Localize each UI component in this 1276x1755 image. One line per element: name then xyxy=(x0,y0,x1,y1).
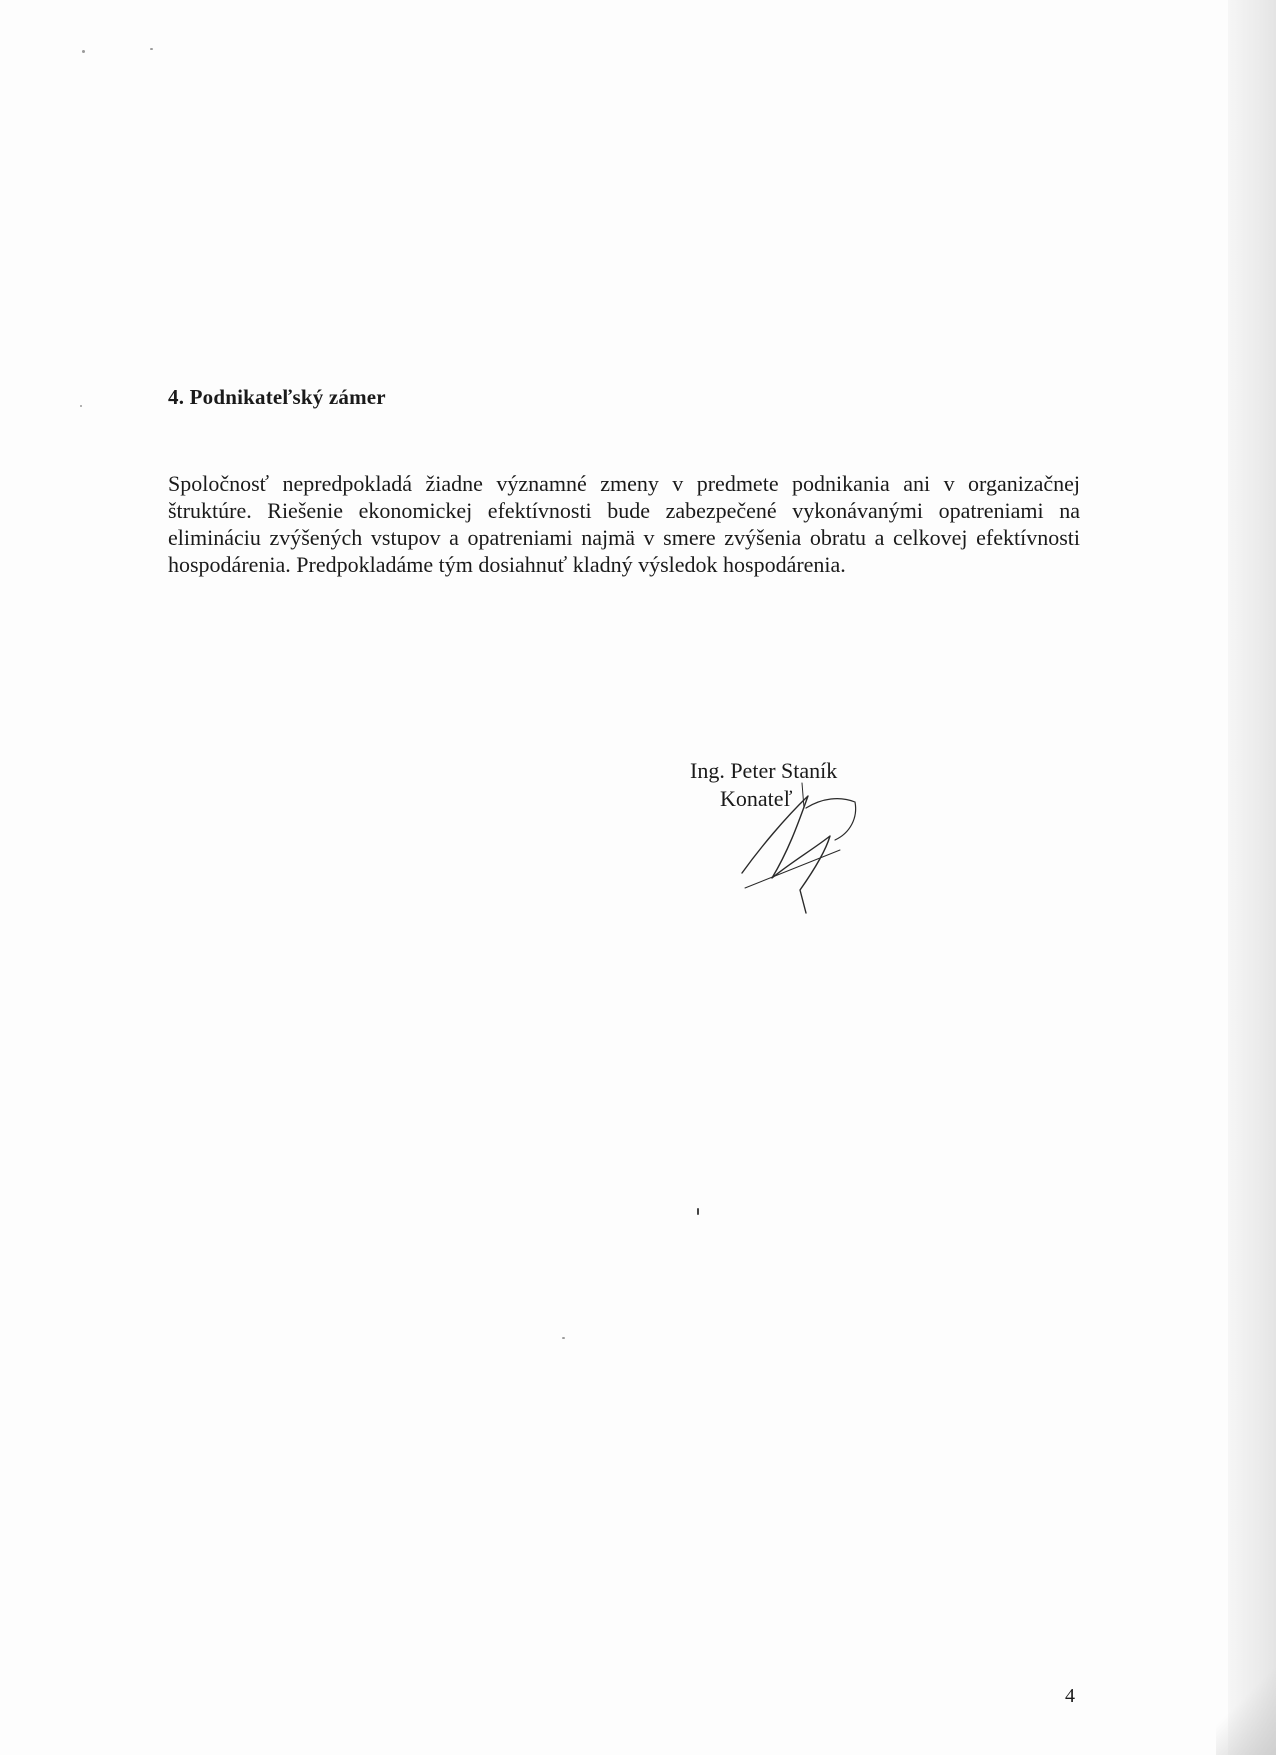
signature-block xyxy=(690,758,930,928)
section-heading: 4. Podnikateľský zámer xyxy=(168,385,386,409)
scan-edge-shadow xyxy=(1228,0,1276,1755)
signatory-name: Ing. Peter Staník xyxy=(690,758,838,783)
handwritten-signature xyxy=(730,778,870,928)
scan-speck xyxy=(697,1208,699,1215)
scan-corner-shadow xyxy=(1216,1665,1276,1755)
scan-speck xyxy=(562,1337,565,1339)
body-paragraph: Spoločnosť nepredpokladá žiadne významné zmeny v predmete podnikania ani v organizačnej štruktúre. Riešenie ekonomickej efektívnosti bude zabezpečené vykonávanými opatreniami na elimináciu zvýšených vstupov a opatreniami najmä v smere zvýšenia obratu a celkovej efektívnosti hospodárenia. Predpokladáme tým dosiahnuť kladný výsledok hospodárenia. xyxy=(168,471,1080,577)
page-number: 4 xyxy=(1065,1685,1075,1707)
scan-speck xyxy=(150,48,153,50)
signatory-role: Konateľ xyxy=(720,786,793,811)
scan-speck xyxy=(82,50,85,53)
scan-speck xyxy=(80,405,82,407)
